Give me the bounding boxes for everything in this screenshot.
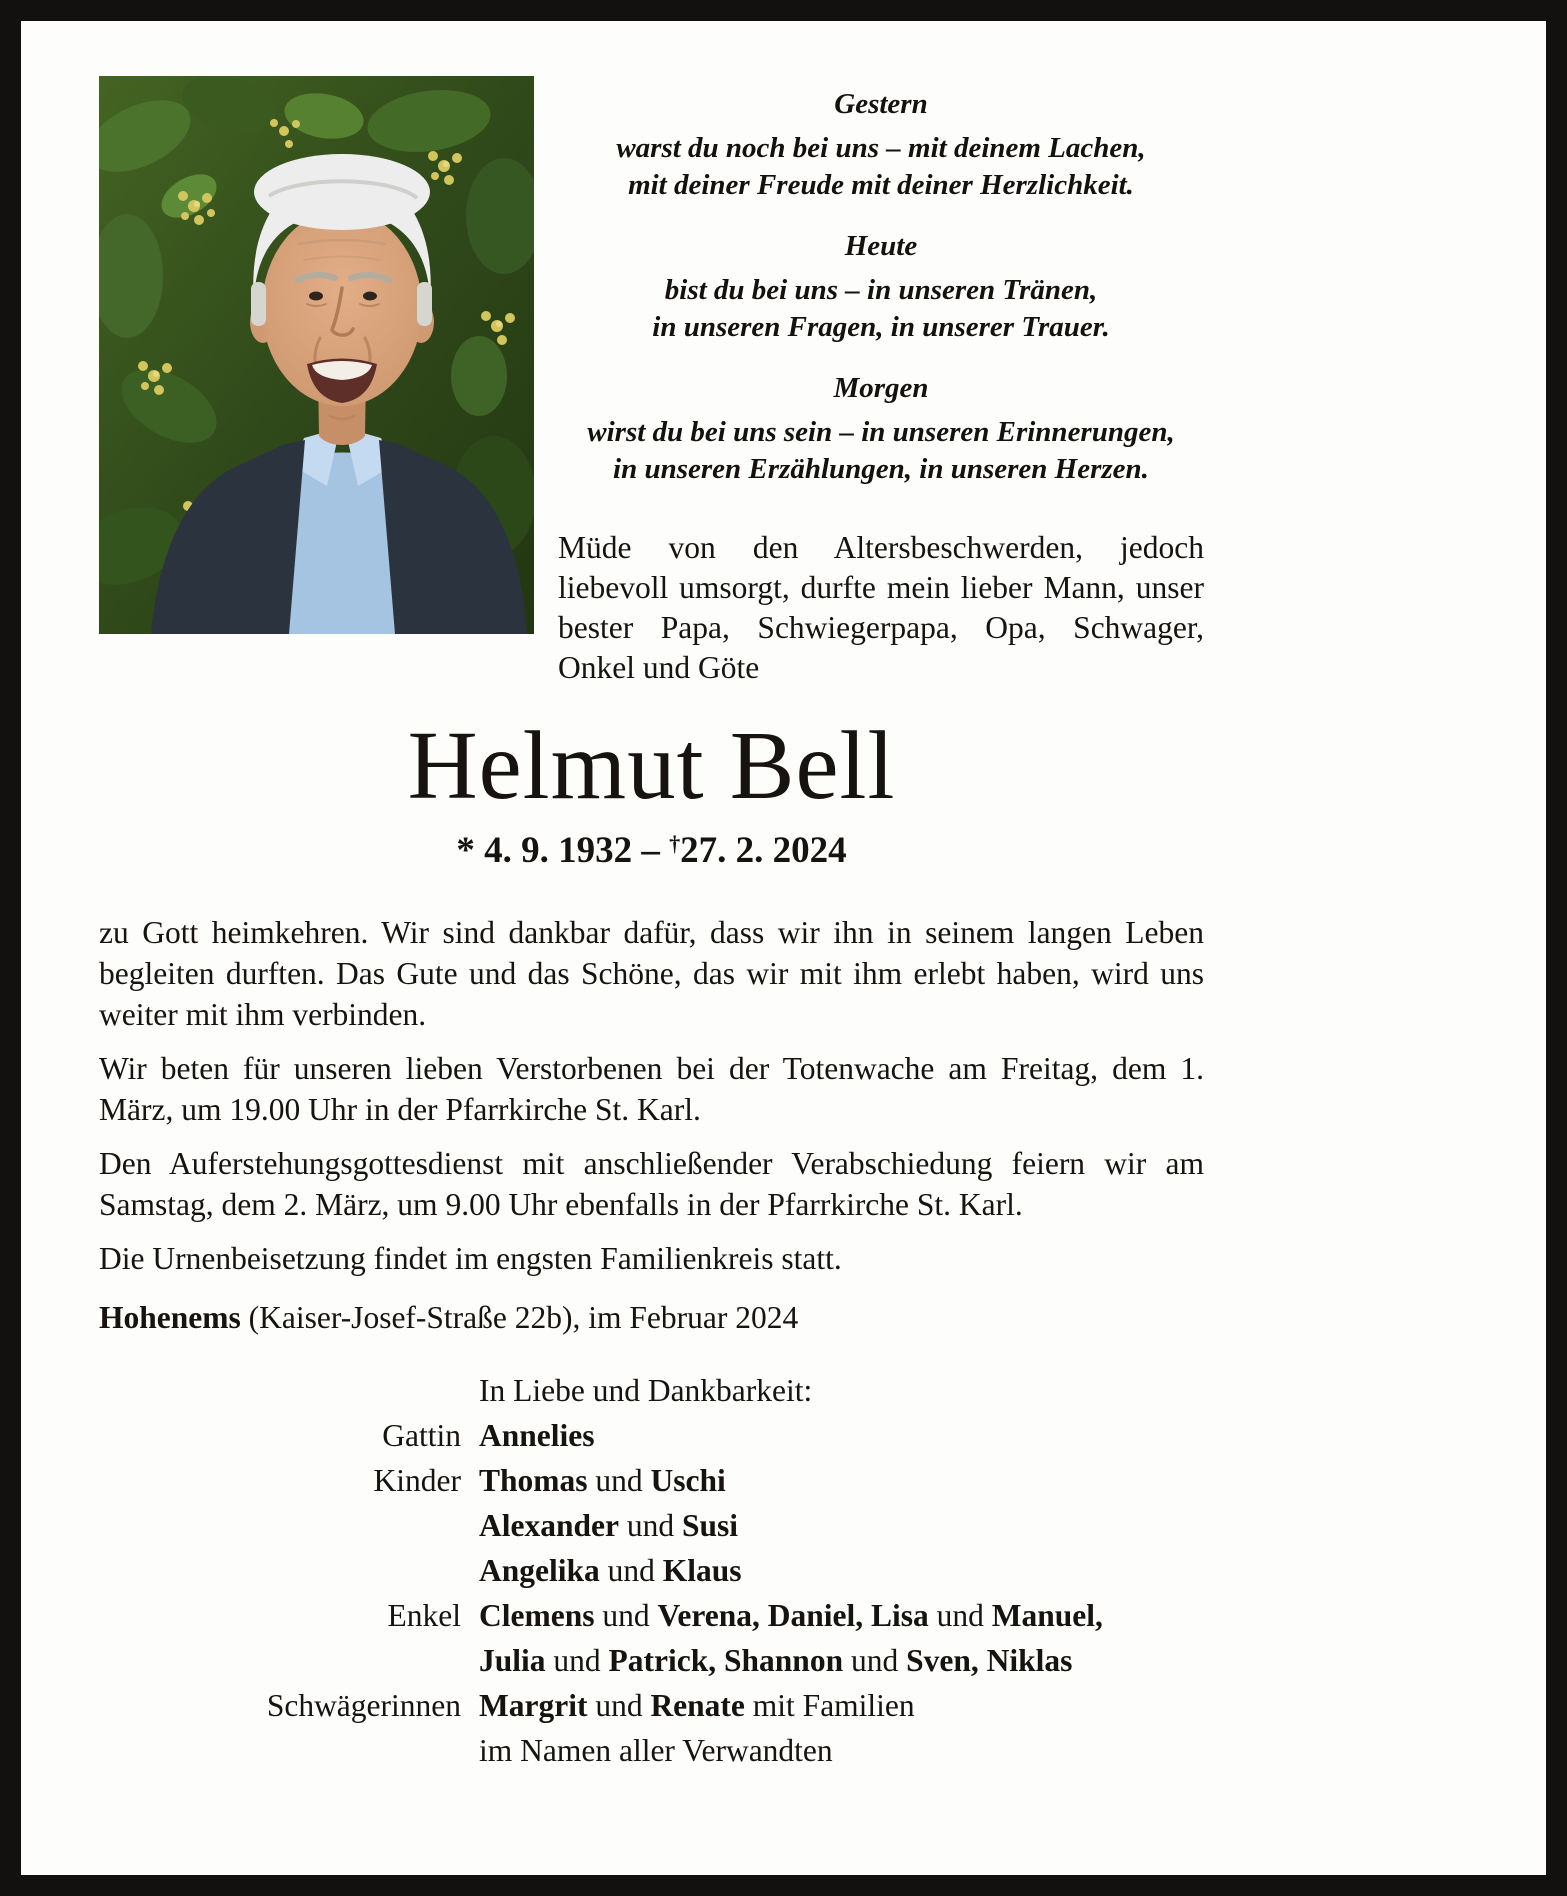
family-name: Klaus	[662, 1552, 742, 1588]
closing-section	[99, 1368, 1204, 1773]
family-name: Alexander	[479, 1507, 619, 1543]
paragraph-gottesdienst: Den Auferstehungsgottesdienst mit anschließender Verabschiedung feiern wir am Samstag, dem 2. März, um 9.00 Uhr ebenfalls in der Pfarrkirche St. Karl.	[99, 1145, 1204, 1222]
family-grid	[99, 1368, 1204, 1773]
poem-stanza-morgen	[558, 370, 1204, 488]
family-text: und	[843, 1642, 907, 1678]
poem-column	[558, 76, 1204, 688]
family-role-label: Kinder	[373, 1462, 461, 1498]
poem-line: bist du bei uns – in unseren Tränen,	[664, 274, 1098, 306]
family-text: und	[545, 1642, 609, 1678]
family-role-label: Enkel	[387, 1597, 461, 1633]
family-names-line	[479, 1458, 1204, 1503]
family-name: Angelika	[479, 1552, 600, 1588]
family-names-line	[479, 1683, 1204, 1728]
poem-line: mit deiner Freude mit deiner Herzlichkeit.	[628, 169, 1134, 201]
portrait-photo	[99, 76, 534, 634]
family-text: und	[594, 1597, 658, 1633]
family-name: Verena, Daniel, Lisa	[657, 1597, 929, 1633]
family-name: Manuel,	[991, 1597, 1103, 1633]
obituary-sheet	[21, 21, 1546, 1875]
poem-stanza-gestern	[558, 86, 1204, 204]
poem-stanza-heute	[558, 228, 1204, 346]
birth-date: 4. 9. 1932	[484, 829, 633, 871]
body-text	[99, 912, 1204, 1279]
poem-stanza-title: Morgen	[833, 372, 929, 404]
family-names-line	[479, 1413, 1204, 1458]
location-place: Hohenems	[99, 1299, 241, 1335]
family-name: Renate	[650, 1687, 745, 1723]
life-dates	[99, 829, 1204, 872]
poem-line: in unseren Erzählungen, in unseren Herzen.	[613, 453, 1149, 485]
deceased-name: Helmut Bell	[407, 712, 896, 819]
family-name: Susi	[681, 1507, 739, 1543]
paragraph-urnenbeisetzung: Die Urnenbeisetzung findet im engsten Familienkreis statt.	[99, 1240, 842, 1276]
family-role-label	[99, 1638, 461, 1683]
poem-stanza-title: Gestern	[834, 88, 928, 120]
obituary-content	[99, 76, 1204, 1773]
family-role-label	[99, 1548, 461, 1593]
family-role-label	[99, 1728, 461, 1773]
family-text: mit Familien	[744, 1687, 915, 1723]
date-separator: –	[641, 829, 660, 871]
family-names-line	[479, 1593, 1204, 1638]
paragraph-totenwache: Wir beten für unseren lieben Verstorbenen bei der Totenwache am Freitag, dem 1. März, um 19.00 Uhr in der Pfarrkirche St. Karl.	[99, 1050, 1204, 1127]
top-section	[99, 76, 1204, 688]
family-text: im Namen aller Verwandten	[479, 1732, 833, 1768]
family-role-label	[99, 1368, 461, 1413]
family-names-line	[479, 1548, 1204, 1593]
location-rest: (Kaiser-Josef-Straße 22b), im Februar 2024	[240, 1299, 799, 1335]
family-text: und	[599, 1552, 663, 1588]
poem-line: in unseren Fragen, in unserer Trauer.	[652, 311, 1110, 343]
family-names-line	[479, 1638, 1204, 1683]
family-name: Margrit	[479, 1687, 588, 1723]
birth-symbol: *	[456, 829, 475, 871]
location-line	[99, 1297, 1204, 1338]
intro-paragraph: Müde von den Altersbeschwerden, jedoch liebevoll umsorgt, durfte mein lieber Mann, unser bester Papa, Schwiegerpapa, Opa, Schwager, Onkel und Göte	[558, 530, 1204, 685]
family-text: und	[587, 1687, 651, 1723]
family-names-line	[479, 1728, 1204, 1773]
family-name: Thomas	[479, 1462, 588, 1498]
family-name: Annelies	[479, 1417, 595, 1453]
closing-heading: In Liebe und Dankbarkeit:	[479, 1372, 813, 1408]
poem-line: wirst du bei uns sein – in unseren Erinnerungen,	[587, 416, 1175, 448]
family-role-label	[99, 1503, 461, 1548]
poem-stanza-title: Heute	[844, 230, 918, 262]
family-role-label: Schwägerinnen	[266, 1687, 461, 1723]
family-names-line	[479, 1503, 1204, 1548]
poem-line: warst du noch bei uns – mit deinem Lachen,	[616, 132, 1146, 164]
death-symbol: †	[669, 830, 681, 856]
family-name: Uschi	[650, 1462, 726, 1498]
family-role-label: Gattin	[382, 1417, 461, 1453]
family-name: Julia	[479, 1642, 546, 1678]
family-name: Clemens	[479, 1597, 595, 1633]
family-text: und	[618, 1507, 682, 1543]
family-text: und	[928, 1597, 992, 1633]
death-date: 27. 2. 2024	[680, 829, 847, 871]
family-name: Sven, Niklas	[906, 1642, 1073, 1678]
family-text: und	[587, 1462, 651, 1498]
family-name: Patrick, Shannon	[608, 1642, 844, 1678]
paragraph-continuation: zu Gott heimkehren. Wir sind dankbar dafür, dass wir ihn in seinem langen Leben begleiten durften. Das Gute und das Schöne, das wir mit ihm erlebt haben, wird uns weiter mit ihm verbinden.	[99, 914, 1204, 1032]
